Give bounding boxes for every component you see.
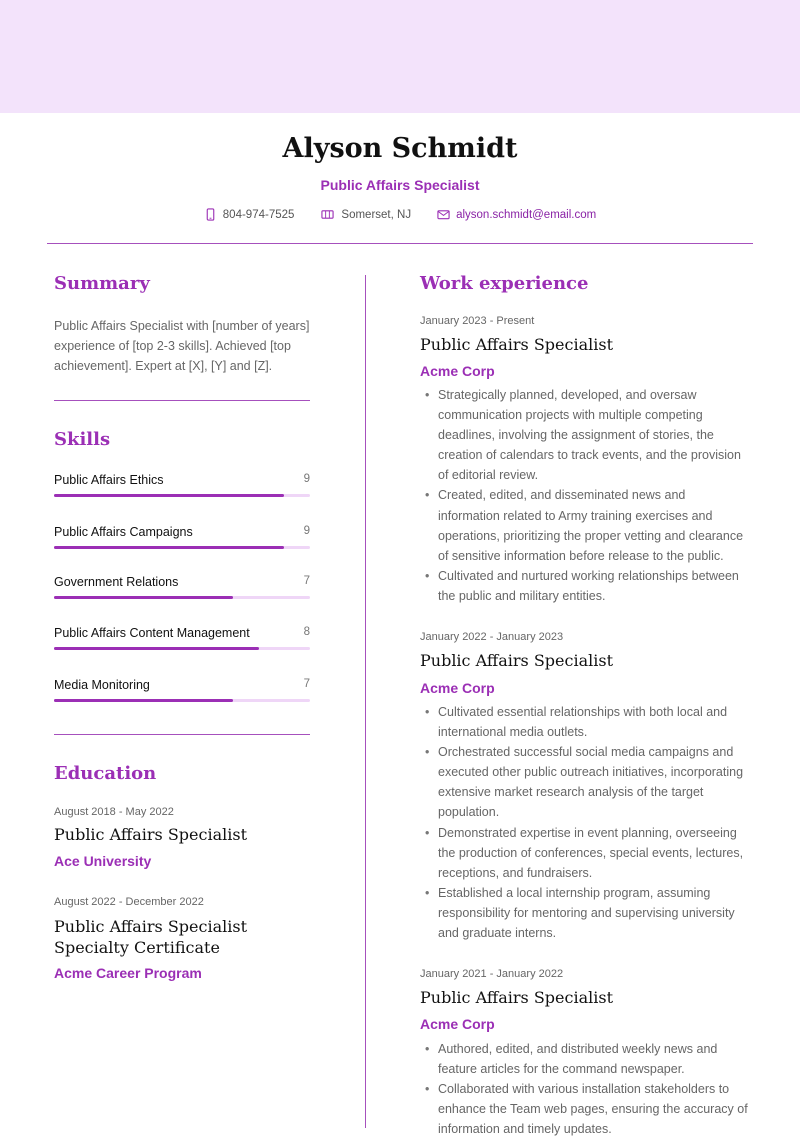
education-degree: Public Affairs Specialist bbox=[54, 825, 247, 844]
phone-icon bbox=[204, 208, 217, 221]
job-bullet: • Orchestrated successful social media campaigns and executed other public outreach initiatives, incorporating extensive market research analysis of the target population. bbox=[420, 742, 750, 822]
column-divider bbox=[365, 275, 366, 1128]
job-company: Acme Corp bbox=[420, 1016, 495, 1032]
skill-level: 9 bbox=[303, 525, 310, 537]
education-degree: Public Affairs Specialist Specialty Certificate bbox=[54, 917, 247, 957]
job-bullets bbox=[420, 1039, 750, 1139]
contact-email[interactable] bbox=[437, 208, 596, 221]
skill-bar-fill bbox=[54, 494, 284, 497]
education-date: August 2018 - May 2022 bbox=[54, 806, 174, 818]
job-role: Public Affairs Specialist bbox=[420, 651, 613, 670]
candidate-name: Alyson Schmidt bbox=[282, 133, 518, 164]
skills-heading: Skills bbox=[54, 429, 111, 450]
contact-location bbox=[320, 208, 411, 221]
location-text: Somerset, NJ bbox=[341, 208, 412, 221]
skill-name: Public Affairs Content Management bbox=[54, 626, 250, 640]
skill-level: 8 bbox=[303, 626, 310, 638]
skill-item bbox=[54, 525, 310, 549]
job-bullet: • Demonstrated expertise in event planning, overseeing the production of conferences, special events, lectures, receptions, and fundraisers. bbox=[420, 823, 750, 883]
candidate-title: Public Affairs Specialist bbox=[320, 177, 480, 193]
skill-level: 9 bbox=[303, 473, 310, 485]
header-divider bbox=[47, 243, 753, 244]
skill-bar-fill bbox=[54, 596, 233, 599]
map-icon bbox=[320, 208, 335, 221]
job-bullet: • Strategically planned, developed, and oversaw communication projects with multiple competing deadlines, involving the assignment of stories, the creation of calendars to track events, and the provision of editorial review. bbox=[420, 385, 750, 485]
email-link[interactable]: alyson.schmidt@email.com bbox=[456, 208, 597, 221]
skill-bar bbox=[54, 596, 310, 599]
contact-row bbox=[0, 208, 800, 221]
work-heading: Work experience bbox=[420, 273, 589, 294]
skill-item bbox=[54, 678, 310, 702]
education-date: August 2022 - December 2022 bbox=[54, 896, 204, 908]
summary-divider bbox=[54, 400, 310, 401]
education-heading: Education bbox=[54, 763, 157, 784]
job-date: January 2021 - January 2022 bbox=[420, 968, 564, 980]
education-school: Ace University bbox=[54, 853, 152, 869]
job-bullet: • Established a local internship program, assuming responsibility for mentoring and supervising university and graduate interns. bbox=[420, 883, 750, 943]
skill-bar bbox=[54, 647, 310, 650]
skill-item bbox=[54, 626, 310, 650]
skill-bar-fill bbox=[54, 647, 259, 650]
job-bullet: • Created, edited, and disseminated news and information related to Army training exercises and operations, prioritizing the proper vetting and clearance of sensitive information before release to the public. bbox=[420, 485, 750, 565]
skill-bar bbox=[54, 494, 310, 497]
summary-text: Public Affairs Specialist with [number of years] experience of [top 2-3 skills]. Achieved [top achievement]. Expert at [X], [Y] and [Z]. bbox=[54, 319, 310, 373]
phone-text: 804-974-7525 bbox=[222, 208, 295, 221]
header-band bbox=[0, 0, 800, 113]
contact-phone bbox=[204, 208, 295, 221]
skill-name: Public Affairs Campaigns bbox=[54, 525, 193, 539]
job-bullets bbox=[420, 702, 750, 943]
skill-bar-fill bbox=[54, 546, 284, 549]
skills-divider bbox=[54, 734, 310, 735]
job-company: Acme Corp bbox=[420, 680, 495, 696]
skill-bar bbox=[54, 546, 310, 549]
skill-bar-fill bbox=[54, 699, 233, 702]
job-company: Acme Corp bbox=[420, 363, 495, 379]
summary-heading: Summary bbox=[54, 273, 150, 294]
job-bullet: • Cultivated and nurtured working relationships between the public and military entities. bbox=[420, 566, 750, 606]
job-bullet: • Authored, edited, and distributed weekly news and feature articles for the command newspaper. bbox=[420, 1039, 750, 1079]
job-date: January 2023 - Present bbox=[420, 315, 535, 327]
skill-bar bbox=[54, 699, 310, 702]
email-icon bbox=[437, 208, 450, 221]
job-role: Public Affairs Specialist bbox=[420, 988, 613, 1007]
skill-level: 7 bbox=[303, 678, 310, 690]
skill-name: Media Monitoring bbox=[54, 678, 150, 692]
skill-level: 7 bbox=[303, 575, 310, 587]
skill-name: Government Relations bbox=[54, 575, 179, 589]
job-date: January 2022 - January 2023 bbox=[420, 631, 564, 643]
job-bullet: • Collaborated with various installation stakeholders to enhance the Team web pages, ensuring the accuracy of information and timely updates. bbox=[420, 1079, 750, 1139]
job-bullet: • Cultivated essential relationships with both local and international media outlets. bbox=[420, 702, 750, 742]
skill-name: Public Affairs Ethics bbox=[54, 473, 164, 487]
skill-item bbox=[54, 575, 310, 599]
job-role: Public Affairs Specialist bbox=[420, 335, 613, 354]
job-bullets bbox=[420, 385, 750, 606]
skill-item bbox=[54, 473, 310, 497]
education-school: Acme Career Program bbox=[54, 965, 202, 981]
